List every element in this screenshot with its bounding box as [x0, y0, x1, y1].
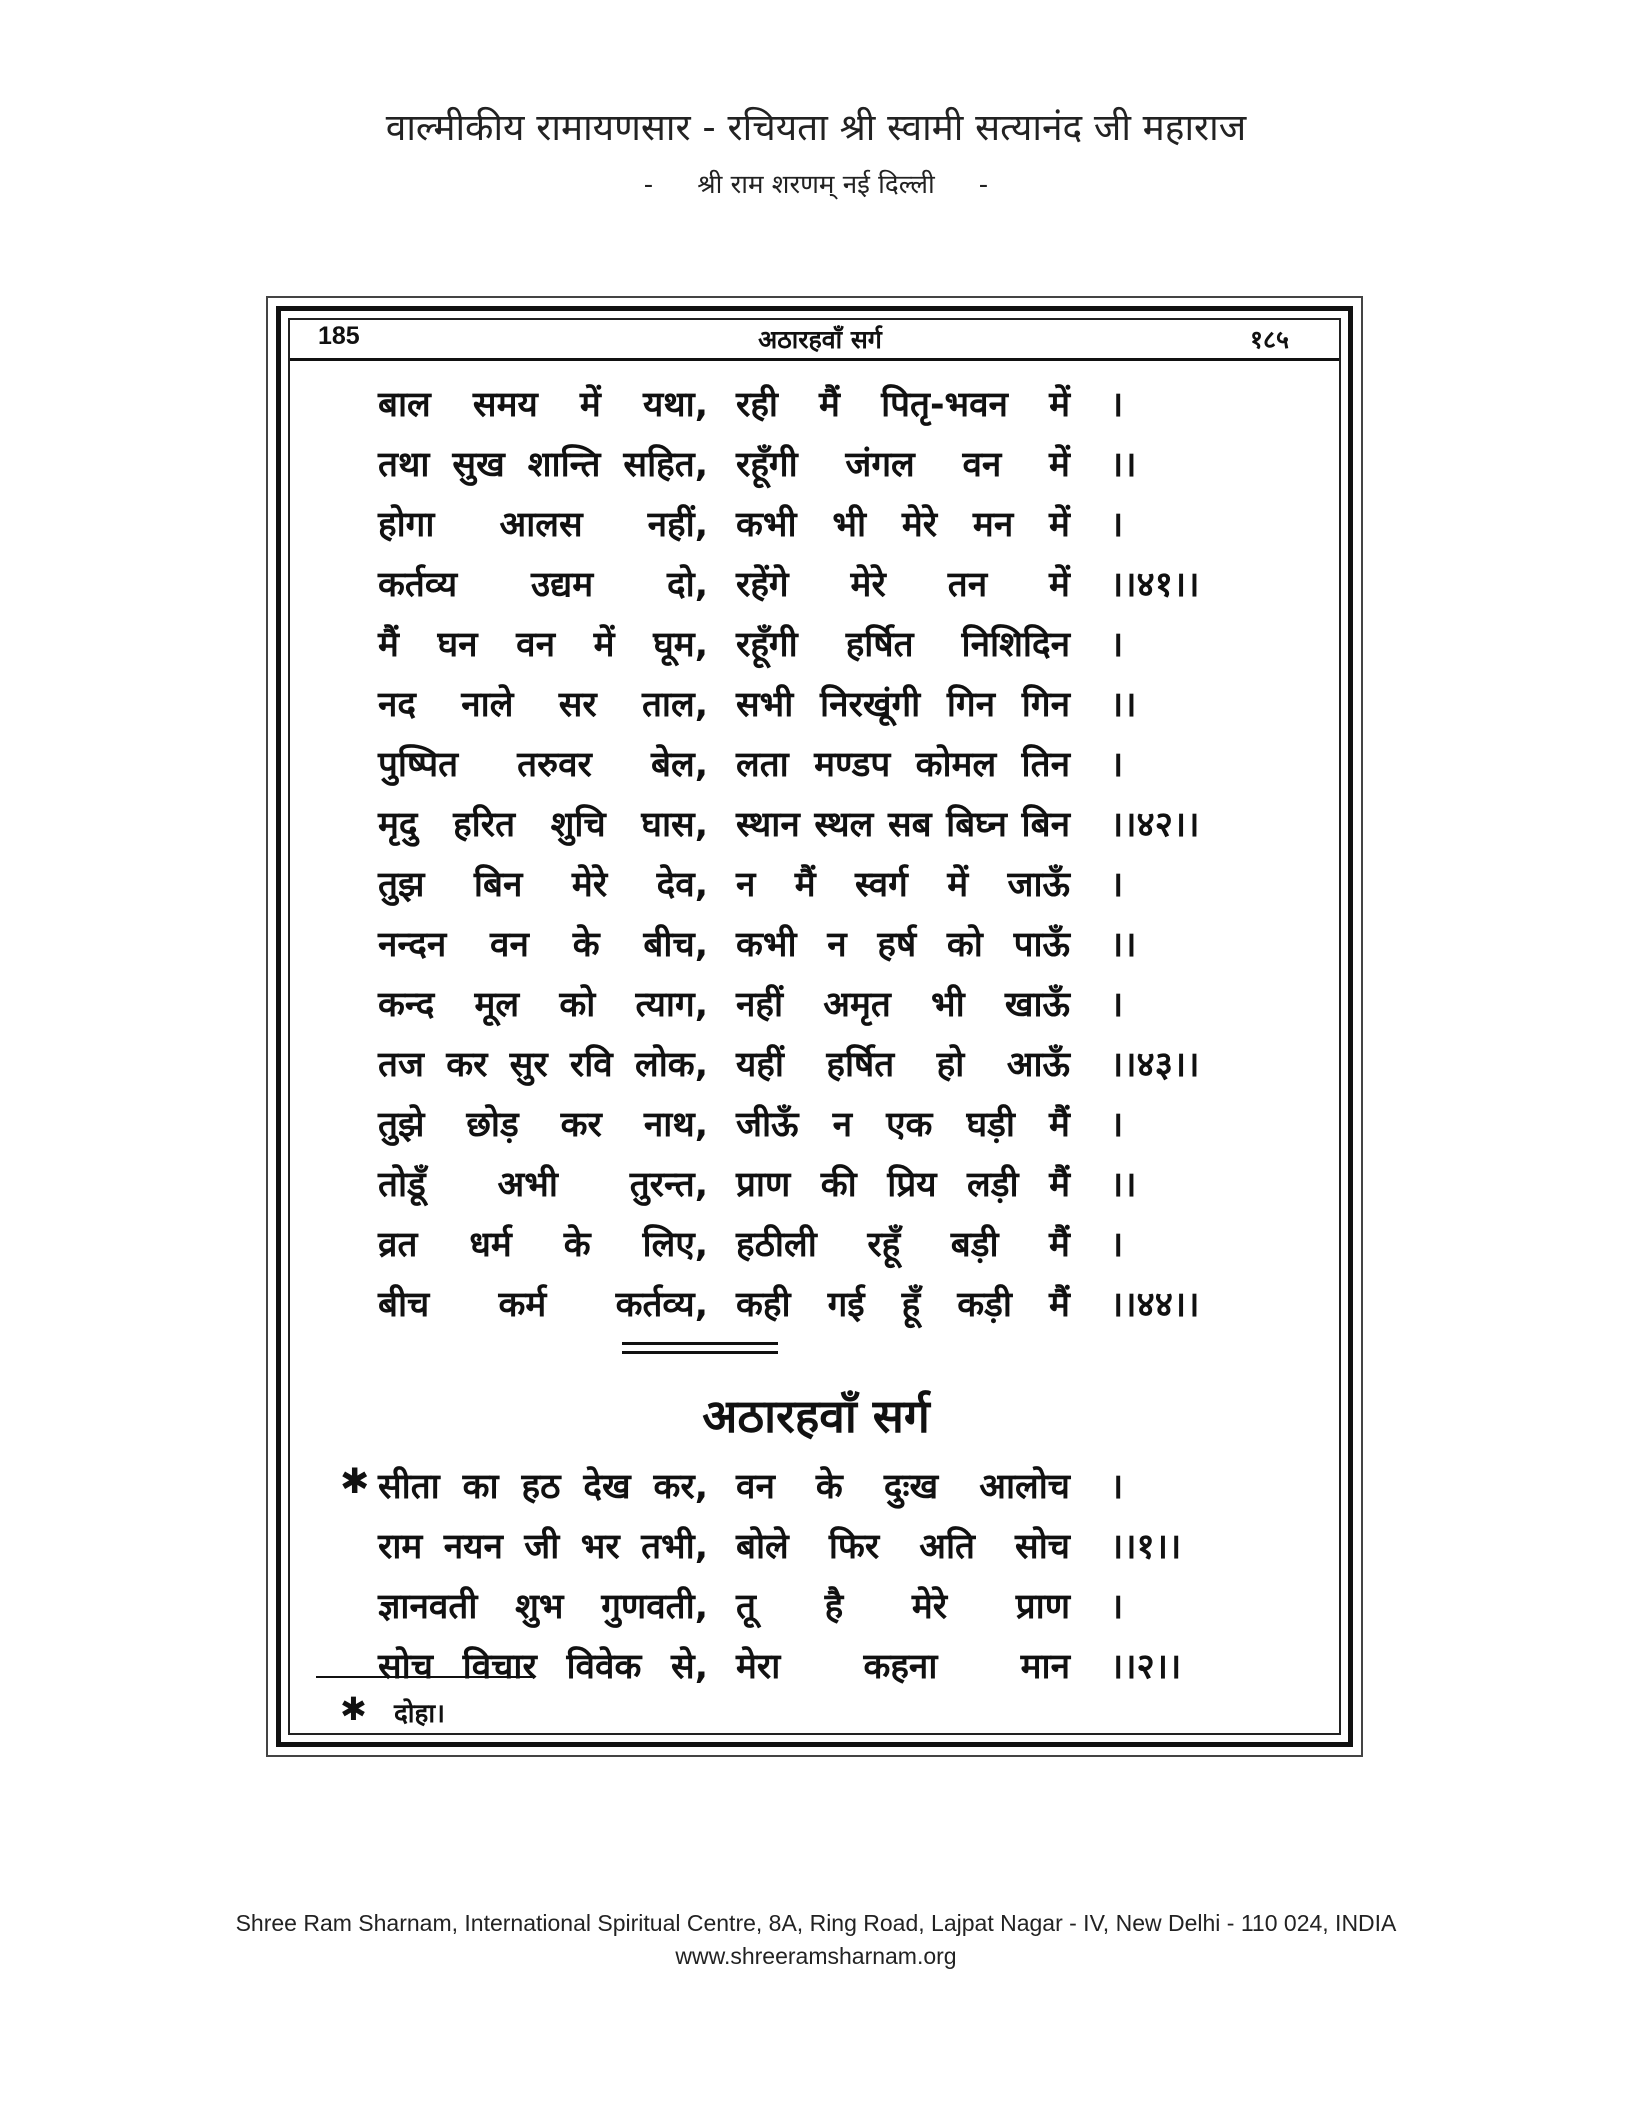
verse-first-half: मैं घन वन में घूम, [378, 625, 708, 665]
verse-line [0, 980, 1632, 1036]
verse-first-half: राम नयन जी भर तभी, [378, 1527, 708, 1567]
footer-address: Shree Ram Sharnam, International Spiritual Centre, 8A, Ring Road, Lajpat Nagar - IV, New Delhi - 110 024, INDIA [235, 1910, 1397, 1936]
verse-first-half: तुझ बिन मेरे देव, [378, 865, 708, 905]
footer-website: www.shreeramsharnam.org [675, 1943, 957, 1969]
subtitle-text: श्री राम शरणम् नई दिल्ली [697, 170, 935, 200]
verse-first-half: तोडूँ अभी तुरन्त, [378, 1165, 708, 1205]
verse-marker: । [1110, 1225, 1124, 1265]
verse-first-half: ज्ञानवती शुभ गुणवती, [378, 1587, 708, 1627]
verse-line [0, 1522, 1632, 1578]
verse-marker: ।।१।। [1110, 1527, 1182, 1567]
verse-first-half: नद नाले सर ताल, [378, 685, 708, 725]
verse-first-half: बीच कर्म कर्तव्य, [378, 1285, 708, 1325]
verse-second-half: जीऊँ न एक घड़ी मैं [736, 1105, 1070, 1145]
footnote-divider [316, 1676, 532, 1678]
verse-line [0, 560, 1632, 616]
verse-first-half: तथा सुख शान्ति सहित, [378, 445, 708, 485]
verse-second-half: कभी न हर्ष को पाऊँ [736, 925, 1070, 965]
verse-line [0, 440, 1632, 496]
section-title: अठारहवाँ सर्ग [702, 1389, 930, 1443]
section-divider [622, 1342, 778, 1354]
footnote-text: दोहा। [394, 1699, 445, 1729]
document-title: वाल्मीकीय रामायणसार - रचियता श्री स्वामी सत्यानंद जी महाराज [385, 106, 1247, 149]
verse-second-half: कभी भी मेरे मन में [736, 505, 1070, 545]
verse-marker: ।।४२।। [1110, 805, 1200, 845]
verse-marker: ।। [1110, 925, 1137, 965]
verse-second-half: तू है मेरे प्राण [736, 1587, 1070, 1627]
verse-second-half: न मैं स्वर्ग में जाऊँ [736, 865, 1070, 905]
verse-marker: ।। [1110, 1165, 1137, 1205]
verse-second-half: बोले फिर अति सोच [736, 1527, 1070, 1567]
verse-first-half: सोच विचार विवेक से, [378, 1647, 708, 1687]
verse-marker: । [1110, 865, 1124, 905]
verse-marker: ।। [1110, 685, 1137, 725]
verse-line [0, 680, 1632, 736]
verse-first-half: होगा आलस नहीं, [378, 505, 708, 545]
page-number-devanagari: १८५ [1250, 325, 1290, 354]
verse-second-half: वन के दुःख आलोच [736, 1467, 1070, 1507]
verse-first-half: नन्दन वन के बीच, [378, 925, 708, 965]
verse-first-half: सीता का हठ देख कर, [378, 1467, 708, 1507]
verse-line [0, 920, 1632, 976]
header-divider [290, 358, 1339, 361]
verse-second-half: मेरा कहना मान [736, 1647, 1070, 1687]
verse-line [0, 1642, 1632, 1698]
verse-line [0, 500, 1632, 556]
verse-first-half: मृदु हरित शुचि घास, [378, 805, 708, 845]
verse-second-half: कही गई हूँ कड़ी मैं [736, 1285, 1070, 1325]
verse-second-half: रहूँगी जंगल वन में [736, 445, 1070, 485]
verse-line [0, 1582, 1632, 1638]
verse-line [0, 860, 1632, 916]
verse-line [0, 740, 1632, 796]
verse-line [0, 800, 1632, 856]
verse-line [0, 1280, 1632, 1336]
verse-second-half: यहीं हर्षित हो आऊँ [736, 1045, 1070, 1085]
verse-line [0, 1462, 1632, 1518]
verse-line [0, 1160, 1632, 1216]
verse-first-half: कन्द मूल को त्याग, [378, 985, 708, 1025]
verse-marker: । [1110, 1467, 1124, 1507]
subtitle-dash-right: - [978, 170, 989, 200]
verse-line [0, 1100, 1632, 1156]
verse-first-half: कर्तव्य उद्यम दो, [378, 565, 708, 605]
verse-marker: । [1110, 1105, 1124, 1145]
verse-second-half: नहीं अमृत भी खाऊँ [736, 985, 1070, 1025]
verse-second-half: स्थान स्थल सब बिघ्न बिन [736, 805, 1070, 845]
verse-first-half: बाल समय में यथा, [378, 385, 708, 425]
verse-second-half: रहेंगे मेरे तन में [736, 565, 1070, 605]
verse-first-half: व्रत धर्म के लिए, [378, 1225, 708, 1265]
verse-second-half: रही मैं पितृ-भवन में [736, 385, 1070, 425]
verse-marker: । [1110, 1587, 1124, 1627]
verse-marker: ।। [1110, 445, 1137, 485]
verse-marker: ।।४३।। [1110, 1045, 1200, 1085]
verse-second-half: हठीली रहूँ बड़ी मैं [736, 1225, 1070, 1265]
verse-marker: । [1110, 745, 1124, 785]
verse-marker: ।।४४।। [1110, 1285, 1200, 1325]
verse-line [0, 1220, 1632, 1276]
subtitle-dash-left: - [643, 170, 654, 200]
asterisk-icon: ✱ [340, 1462, 370, 1502]
footnote-asterisk-icon: ✱ [340, 1690, 367, 1728]
verse-second-half: प्राण की प्रिय लड़ी मैं [736, 1165, 1070, 1205]
verse-second-half: रहूँगी हर्षित निशिदिन [736, 625, 1070, 665]
verse-line [0, 620, 1632, 676]
verse-second-half: सभी निरखूंगी गिन गिन [736, 685, 1070, 725]
verse-marker: । [1110, 985, 1124, 1025]
verse-second-half: लता मण्डप कोमल तिन [736, 745, 1070, 785]
verse-line [0, 380, 1632, 436]
verse-marker: ।।२।। [1110, 1647, 1182, 1687]
verse-first-half: पुष्पित तरुवर बेल, [378, 745, 708, 785]
verse-first-half: तुझे छोड़ कर नाथ, [378, 1105, 708, 1145]
document-subtitle [0, 165, 1632, 201]
verse-marker: ।।४१।। [1110, 565, 1200, 605]
verse-marker: । [1110, 505, 1124, 545]
running-chapter-heading: अठारहवाँ सर्ग [758, 325, 882, 354]
verse-marker: । [1110, 625, 1124, 665]
verse-line [0, 1040, 1632, 1096]
verse-first-half: तज कर सुर रवि लोक, [378, 1045, 708, 1085]
verse-marker: । [1110, 385, 1124, 425]
page-number-arabic: 185 [318, 322, 360, 350]
